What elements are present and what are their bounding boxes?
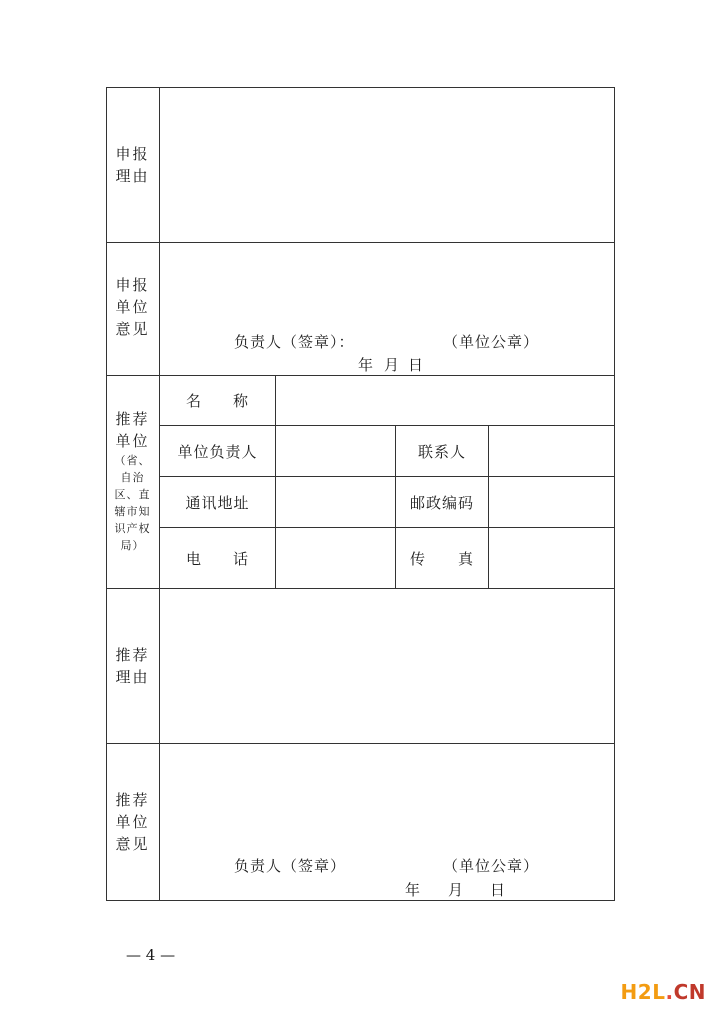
date-year: 年 [405, 881, 422, 899]
address-label: 通讯地址 [185, 493, 250, 512]
date-month: 月 [384, 356, 401, 374]
recommend-reason-field[interactable] [160, 589, 614, 743]
date-day: 日 [490, 881, 507, 899]
table-bottom-border [106, 900, 615, 901]
stamp-label: （单位公章） [443, 333, 540, 351]
unit-head-field[interactable] [276, 426, 395, 476]
fax-label: 传 真 [410, 549, 474, 568]
row-label-recommend-reason: 推荐 理由 [115, 646, 150, 686]
fax-field[interactable] [489, 528, 614, 588]
postcode-label: 邮政编码 [409, 493, 474, 512]
contact-label: 联系人 [417, 442, 466, 461]
row-label-recommend-unit: 推荐 单位 （省、 自治 区、直 辖市知 识产权 局） [114, 410, 151, 552]
row-label-apply-unit-opinion: 申报 单位 意见 [115, 276, 150, 338]
row-label-recommend-unit-opinion: 推荐 单位 意见 [115, 791, 150, 853]
date-month: 月 [448, 881, 465, 899]
name-field[interactable] [276, 376, 614, 425]
page-number: — 4 — [126, 946, 176, 964]
unit-head-label: 单位负责人 [177, 442, 258, 461]
contact-field[interactable] [489, 426, 614, 476]
date-day: 日 [408, 356, 425, 374]
watermark-logo: H2L.CN [620, 980, 706, 1004]
table-right-border [614, 87, 615, 901]
phone-field[interactable] [276, 528, 395, 588]
signature-label: 负责人（签章）： [234, 333, 355, 351]
row-label-apply-reason: 申报 理由 [115, 145, 150, 185]
recommend-unit-opinion-field[interactable] [160, 744, 614, 854]
stamp-label: （单位公章） [443, 857, 540, 875]
date-year: 年 [358, 356, 375, 374]
signature-label: 负责人（签章） [234, 857, 347, 875]
apply-unit-opinion-field[interactable] [160, 243, 614, 333]
postcode-field[interactable] [489, 477, 614, 527]
address-field[interactable] [276, 477, 395, 527]
apply-reason-field[interactable] [160, 88, 614, 242]
name-label: 名 称 [186, 392, 249, 410]
phone-label: 电 话 [186, 549, 249, 568]
